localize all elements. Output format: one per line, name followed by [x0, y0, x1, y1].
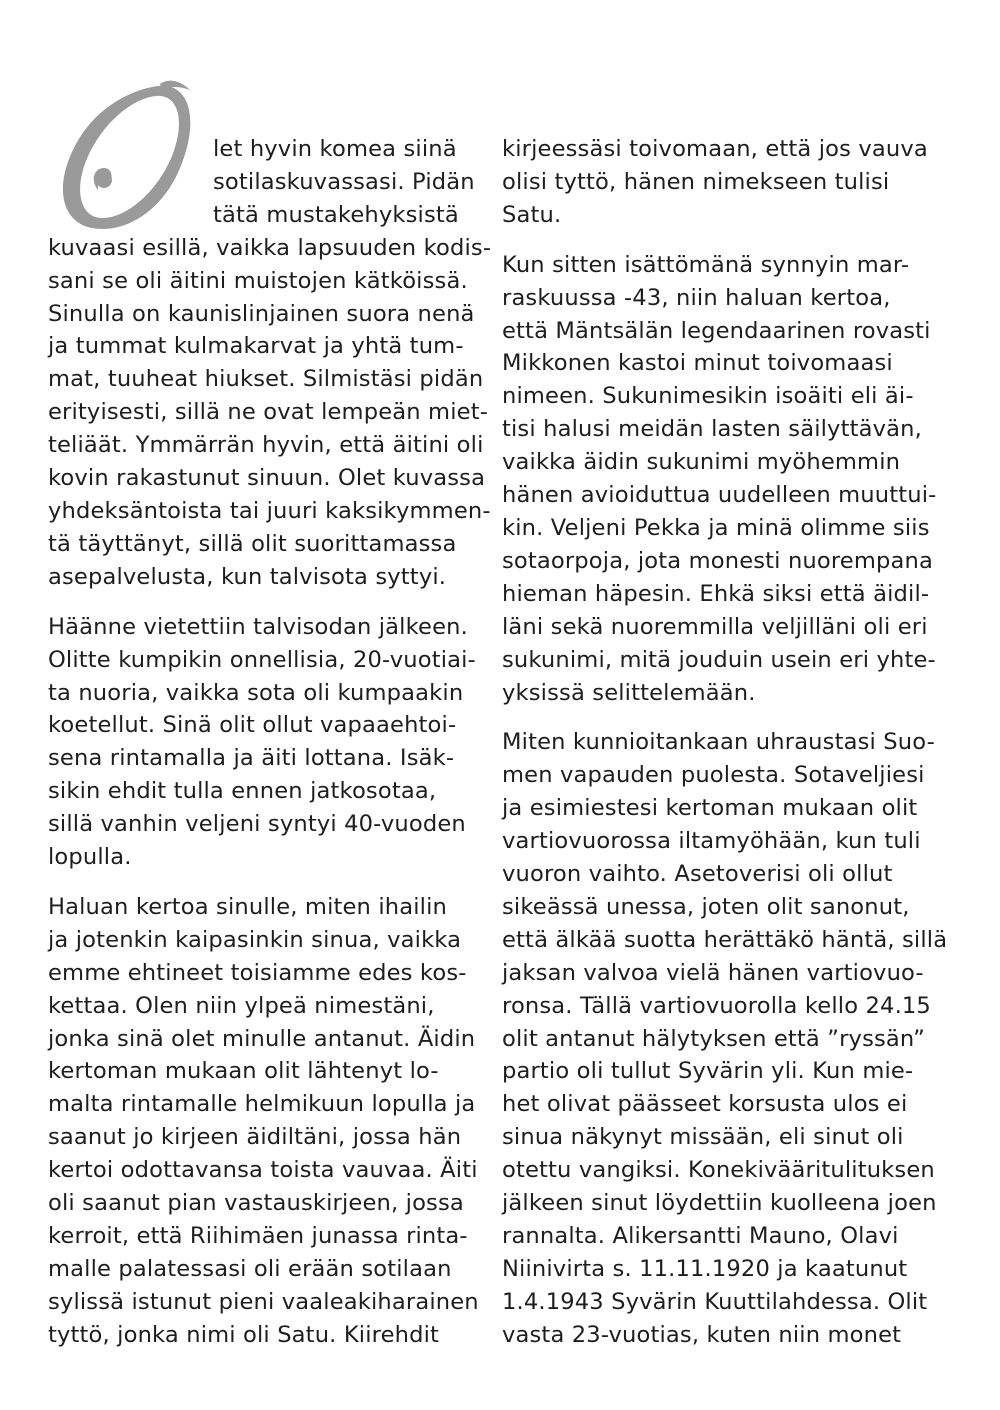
- text-line: Kun sitten isättömänä synnyin mar-: [502, 251, 910, 278]
- text-line: men vapauden puolesta. Sotaveljiesi: [502, 762, 925, 789]
- text-line: sukunimi, mitä jouduin usein eri yhte-: [502, 646, 936, 673]
- text-line: Mikkonen kastoi minut toivomaasi: [502, 350, 893, 377]
- text-line: sillä vanhin veljeni syntyi 40-vuoden: [48, 811, 466, 838]
- text-line: erityisesti, sillä ne ovat lempeän miet-: [48, 399, 489, 426]
- text-line: rannalta. Alikersantti Mauno, Olavi: [502, 1223, 899, 1249]
- text-line: kirjeessäsi toivomaan, että jos vauva: [502, 136, 928, 162]
- text-line: jälkeen sinut löydettiin kuolleena joen: [502, 1190, 937, 1217]
- left-column: [48, 133, 492, 1352]
- text-line: tä täyttänyt, sillä olit suorittamassa: [48, 530, 457, 557]
- text-line: saanut jo kirjeen äidiltäni, jossa hän: [48, 1124, 462, 1151]
- text-line: yksissä selittelemään.: [502, 679, 756, 706]
- text-line: kertoman mukaan olit lähtenyt lo-: [48, 1058, 439, 1085]
- text-line: jonka sinä olet minulle antanut. Äidin: [48, 1025, 476, 1052]
- text-line: ronsa. Tällä vartiovuorolla kello 24.15: [502, 992, 931, 1019]
- paragraph: [502, 249, 942, 710]
- paragraph: [48, 891, 479, 1352]
- text-line: jaksan valvoa vielä hänen vartiovuo-: [502, 959, 924, 986]
- text-line: olit antanut hälytyksen että ”ryssän”: [502, 1025, 926, 1052]
- paragraph: [48, 611, 476, 874]
- text-line: ja jotenkin kaipasinkin sinua, vaikka: [48, 926, 462, 953]
- text-line: sylissä istunut pieni vaaleakiharainen: [48, 1288, 479, 1315]
- text-line: raskuussa -43, niin haluan kertoa,: [502, 284, 891, 311]
- text-line: Satu.: [502, 201, 562, 228]
- text-line: hieman häpesin. Ehkä siksi että äidil-: [502, 580, 930, 607]
- text-line: kovin rakastunut sinuun. Olet kuvassa: [48, 465, 486, 492]
- text-line: kerroit, että Riihimäen junassa rinta-: [48, 1223, 468, 1249]
- text-line: oli saanut pian vastauskirjeen, jossa: [48, 1190, 464, 1217]
- text-line: nimeen. Sukunimesikin isoäiti eli äi-: [502, 383, 914, 410]
- text-line: läni sekä nuoremmilla veljilläni oli eri: [502, 613, 928, 640]
- text-line: Niinivirta s. 11.11.1920 ja kaatunut: [502, 1255, 908, 1282]
- text-line: vartiovuorossa iltamyöhään, kun tuli: [502, 828, 921, 855]
- text-line: het olivat päässeet korsusta ulos ei: [502, 1091, 908, 1118]
- paragraph: [48, 133, 492, 594]
- text-line: vasta 23-vuotias, kuten niin monet: [502, 1321, 902, 1348]
- text-line: Häänne vietettiin talvisodan jälkeen.: [48, 613, 468, 640]
- text-line: vuoron vaihto. Asetoverisi oli ollut: [502, 861, 893, 888]
- text-line: tisi halusi meidän lasten säilyttävän,: [502, 416, 922, 443]
- text-line: olisi tyttö, hänen nimekseen tulisi: [502, 168, 890, 195]
- text-line: kin. Veljeni Pekka ja minä olimme siis: [502, 514, 930, 541]
- text-line: koetellut. Sinä olit ollut vapaaehtoi-: [48, 712, 457, 739]
- text-line: let hyvin komea siinä: [213, 136, 457, 162]
- text-line: ta nuoria, vaikka sota oli kumpaakin: [48, 679, 464, 706]
- text-line: hänen avioiduttua uudelleen muuttui-: [502, 482, 937, 509]
- text-line: partio oli tullut Syvärin yli. Kun mie-: [502, 1058, 914, 1085]
- text-line: sotilaskuvassasi. Pidän: [213, 168, 475, 195]
- text-line: ja esimiestesi kertoman mukaan olit: [502, 795, 918, 822]
- text-line: vaikka äidin sukunimi myöhemmin: [502, 449, 901, 476]
- paragraph: [502, 726, 948, 1351]
- paragraph: [502, 133, 942, 232]
- text-line: emme ehtineet toisiamme edes kos-: [48, 959, 467, 986]
- text-line: Olitte kumpikin onnellisia, 20-vuotiai-: [48, 646, 476, 673]
- text-line: teliäät. Ymmärrän hyvin, että äitini oli: [48, 432, 484, 459]
- text-line: tyttö, jonka nimi oli Satu. Kiirehdit: [48, 1321, 440, 1348]
- right-column: [502, 133, 948, 1352]
- text-line: sikin ehdit tulla ennen jatkosotaa,: [48, 778, 437, 805]
- text-line: tätä mustakehyksistä: [213, 201, 459, 228]
- text-line: ja tummat kulmakarvat ja yhtä tum-: [48, 333, 464, 360]
- text-line: kuvaasi esillä, vaikka lapsuuden kodis-: [48, 234, 492, 261]
- text-line: malta rintamalle helmikuun lopulla ja: [48, 1091, 476, 1118]
- text-line: mat, tuuheat hiukset. Silmistäsi pidän: [48, 366, 484, 393]
- text-line: kertoi odottavansa toista vauvaa. Äiti: [48, 1157, 478, 1184]
- text-line: yhdeksäntoista tai juuri kaksikymmen-: [48, 497, 491, 524]
- text-line: asepalvelusta, kun talvisota syttyi.: [48, 563, 447, 590]
- text-line: sena rintamalla ja äiti lottana. Isäk-: [48, 745, 455, 772]
- text-line: 1.4.1943 Syvärin Kuuttilahdessa. Olit: [502, 1288, 928, 1315]
- text-line: sotaorpoja, jota monesti nuorempana: [502, 547, 933, 574]
- text-line: Haluan kertoa sinulle, miten ihailin: [48, 893, 448, 920]
- text-line: otettu vangiksi. Konekivääritulituksen: [502, 1157, 935, 1184]
- text-line: kettaa. Olen niin ylpeä nimestäni,: [48, 992, 435, 1019]
- text-line: sinua näkynyt missään, eli sinut oli: [502, 1124, 904, 1151]
- text-line: sikeässä unessa, joten olit sanonut,: [502, 893, 910, 920]
- text-line: Miten kunnioitankaan uhraustasi Suo-: [502, 729, 935, 756]
- text-line: sani se oli äitini muistojen kätköissä.: [48, 267, 468, 294]
- text-line: malle palatessasi oli erään sotilaan: [48, 1255, 452, 1282]
- text-line: Sinulla on kaunislinjainen suora nenä: [48, 300, 475, 327]
- text-line: että Mäntsälän legendaarinen rovasti: [502, 317, 931, 344]
- text-line: että älkää suotta herättäkö häntä, sillä: [502, 926, 948, 953]
- text-line: lopulla.: [48, 844, 132, 871]
